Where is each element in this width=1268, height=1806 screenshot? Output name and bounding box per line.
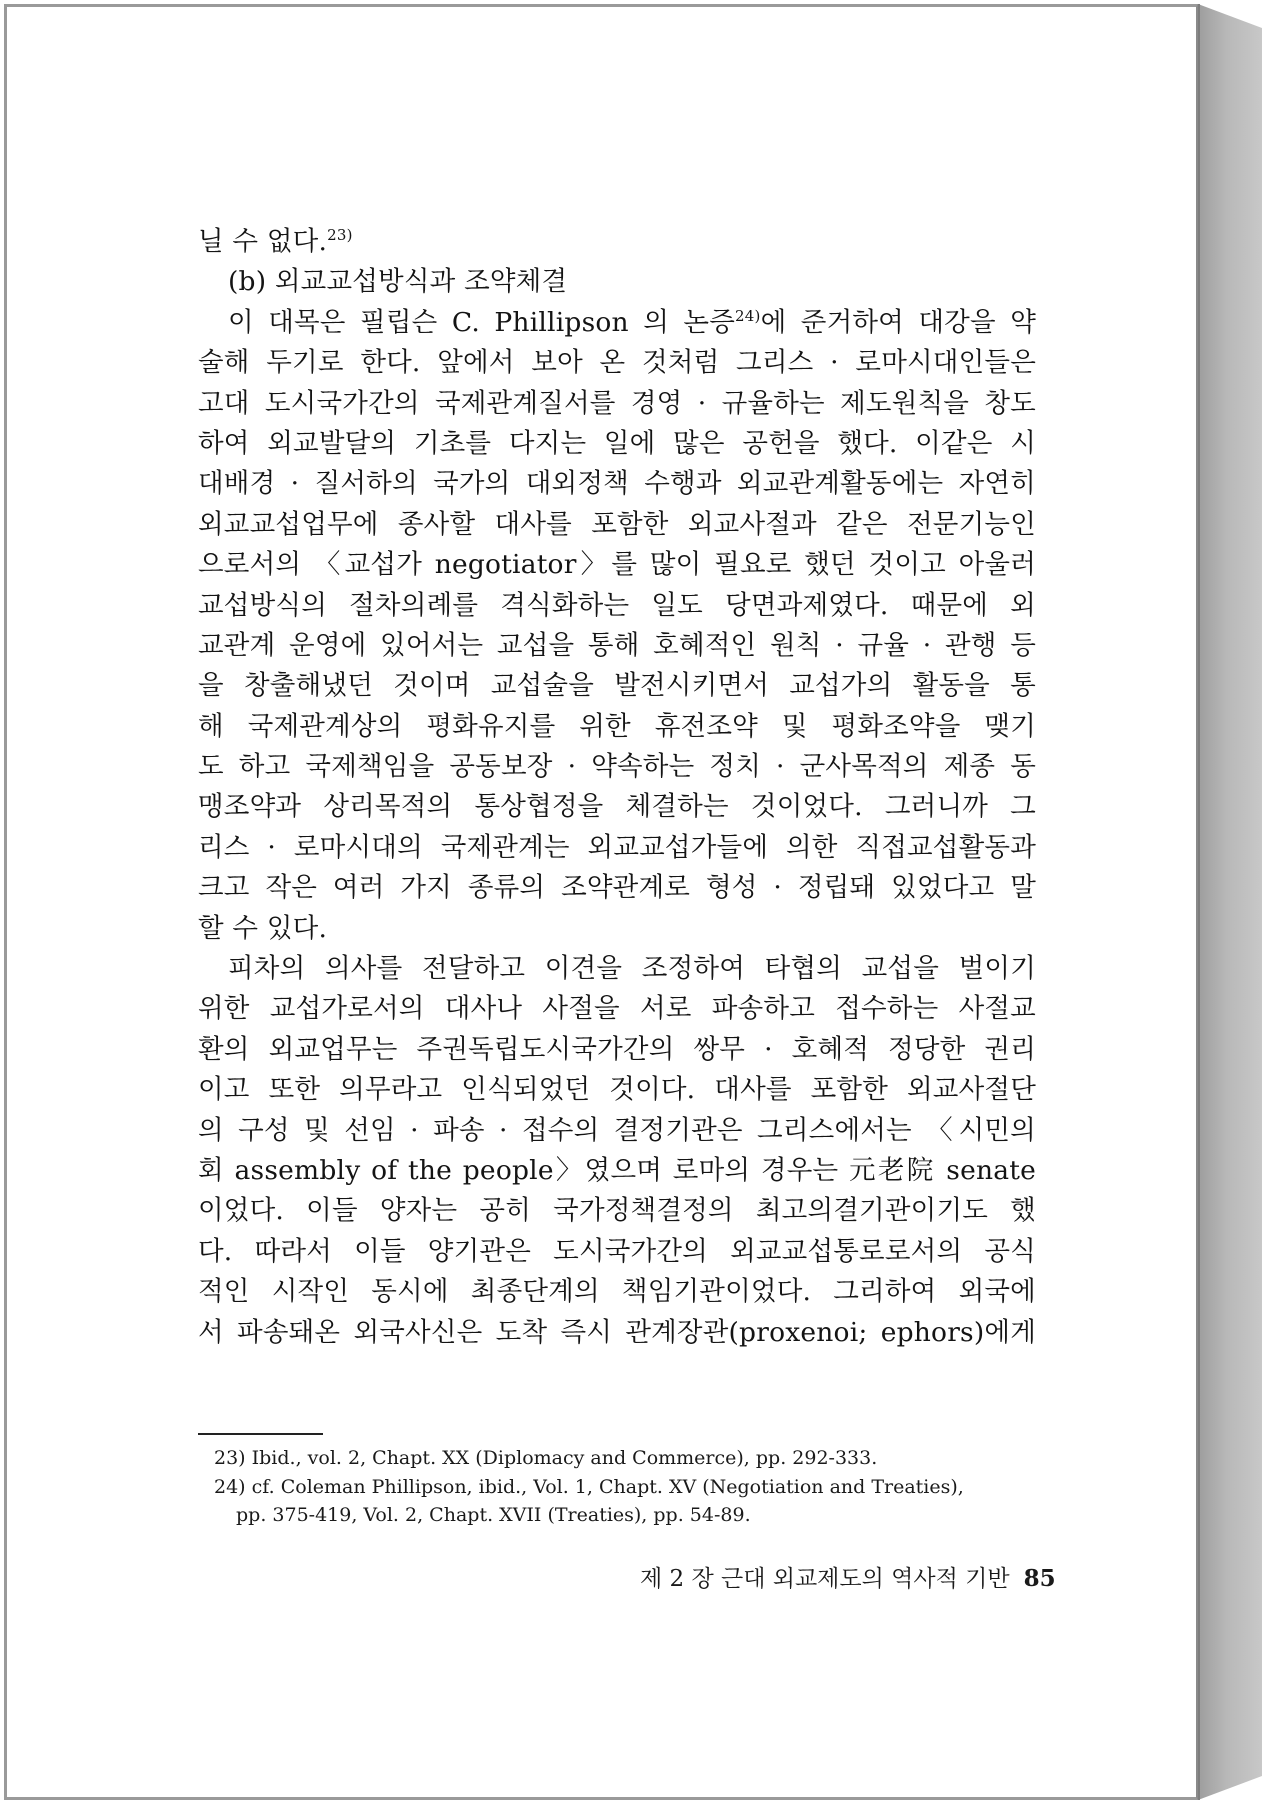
text-line: 위한 교섭가로서의 대사나 사절을 서로 파송하고 접수하는 사절교 [198, 993, 1036, 1025]
footnote-ref-23: 23) [327, 226, 353, 244]
footnote-mark: 23) [214, 1447, 246, 1469]
body-text [198, 222, 1036, 1353]
text-line: 서 파송돼온 외국사신은 도착 즉시 관계장관(proxenoi; ephors)에게 [198, 1316, 1036, 1348]
text-line: 하여 외교발달의 기초를 다지는 일에 많은 공헌을 했다. 이같은 시 [198, 427, 1036, 459]
text-line: 교관계 운영에 있어서는 교섭을 통해 호혜적인 원칙 · 규율 · 관행 등 [198, 629, 1036, 661]
footnote-23 [214, 1444, 1038, 1473]
text-line: 이고 또한 의무라고 인식되었던 것이다. 대사를 포함한 외교사절단 [198, 1074, 1036, 1106]
text-line: 이 대목은 필립슨 C. Phillipson 의 논증$^{24)}$에 준거하여 대강을 약 [228, 306, 1036, 338]
text-line: 을 창출해냈던 것이며 교섭술을 발전시키면서 교섭가의 활동을 통 [198, 670, 1036, 702]
text-line: 닐 수 없다.$^{23)}$ [198, 226, 353, 257]
page-number: 85 [1023, 1565, 1056, 1592]
text-line: 해 국제관계상의 평화유지를 위한 휴전조약 및 평화조약을 맺기 [198, 710, 1036, 742]
footnote-text: Ibid., vol. 2, Chapt. XX (Diplomacy and Commerce), pp. 292-333. [251, 1447, 878, 1469]
page-edge-shadow [1198, 4, 1262, 1800]
text-line: 맹조약과 상리목적의 통상협정을 체결하는 것이었다. 그러니까 그 [198, 791, 1036, 823]
text-line: 의 구성 및 선임 · 파송 · 접수의 결정기관은 그리스에서는 〈시민의 [198, 1114, 1036, 1146]
footnote-24-continued [214, 1501, 1038, 1530]
text-line: 대배경 · 질서하의 국가의 대외정책 수행과 외교관계활동에는 자연히 [198, 468, 1036, 500]
text-line: 도 하고 국제책임을 공동보장 · 약속하는 정치 · 군사목적의 제종 동 [198, 751, 1036, 783]
text-line: 교섭방식의 절차의례를 격식화하는 일도 당면과제였다. 때문에 외 [198, 589, 1036, 621]
running-footer [640, 1560, 1056, 1593]
text-line: 외교교섭업무에 종사할 대사를 포함한 외교사절과 같은 전문기능인 [198, 508, 1036, 540]
page-edge-line [1198, 4, 1200, 1800]
text-line: 적인 시작인 동시에 최종단계의 책임기관이었다. 그리하여 외국에 [198, 1276, 1036, 1308]
footnote-text: cf. Coleman Phillipson, ibid., Vol. 1, Chapt. XV (Negotiation and Treaties), [251, 1475, 964, 1498]
footnote-text: pp. 375-419, Vol. 2, Chapt. XVII (Treaties), pp. 54-89. [236, 1504, 751, 1526]
text-line: 환의 외교업무는 주권독립도시국가간의 쌍무 · 호혜적 정당한 권리 [198, 1033, 1036, 1065]
text-line: 피차의 의사를 전달하고 이견을 조정하여 타협의 교섭을 벌이기 [228, 953, 1036, 985]
footnote-ref-24: 24) [735, 306, 761, 325]
text-line: 이었다. 이들 양자는 공히 국가정책결정의 최고의결기관이기도 했 [198, 1195, 1036, 1227]
footnote-divider [198, 1433, 323, 1435]
text-line: 술해 두기로 한다. 앞에서 보아 온 것처럼 그리스 · 로마시대인들은 [198, 347, 1036, 379]
text-line: 고대 도시국가간의 국제관계질서를 경영 · 규율하는 제도원칙을 창도 [198, 387, 1036, 419]
footnotes [214, 1444, 1038, 1530]
text-line: 다. 따라서 이들 양기관은 도시국가간의 외교교섭통로로서의 공식 [198, 1235, 1036, 1267]
text-line: 크고 작은 여러 가지 종류의 조약관계로 형성 · 정립돼 있었다고 말 [198, 872, 1036, 904]
text-line: 으로서의 〈교섭가 negotiator〉를 많이 필요로 했던 것이고 아울러 [198, 549, 1036, 581]
footnote-24 [214, 1473, 1038, 1502]
section-heading: (b) 외교교섭방식과 조약체결 [228, 266, 568, 298]
text-line: 회 assembly of the people〉였으며 로마의 경우는 元老院 senate [198, 1154, 1036, 1186]
footnote-mark: 24) [214, 1475, 246, 1498]
chapter-title: 제 2 장 근대 외교제도의 역사적 기반 [640, 1566, 1010, 1592]
text-line: 할 수 있다. [198, 912, 328, 944]
text-line: 리스 · 로마시대의 국제관계는 외교교섭가들에 의한 직접교섭활동과 [198, 831, 1036, 863]
